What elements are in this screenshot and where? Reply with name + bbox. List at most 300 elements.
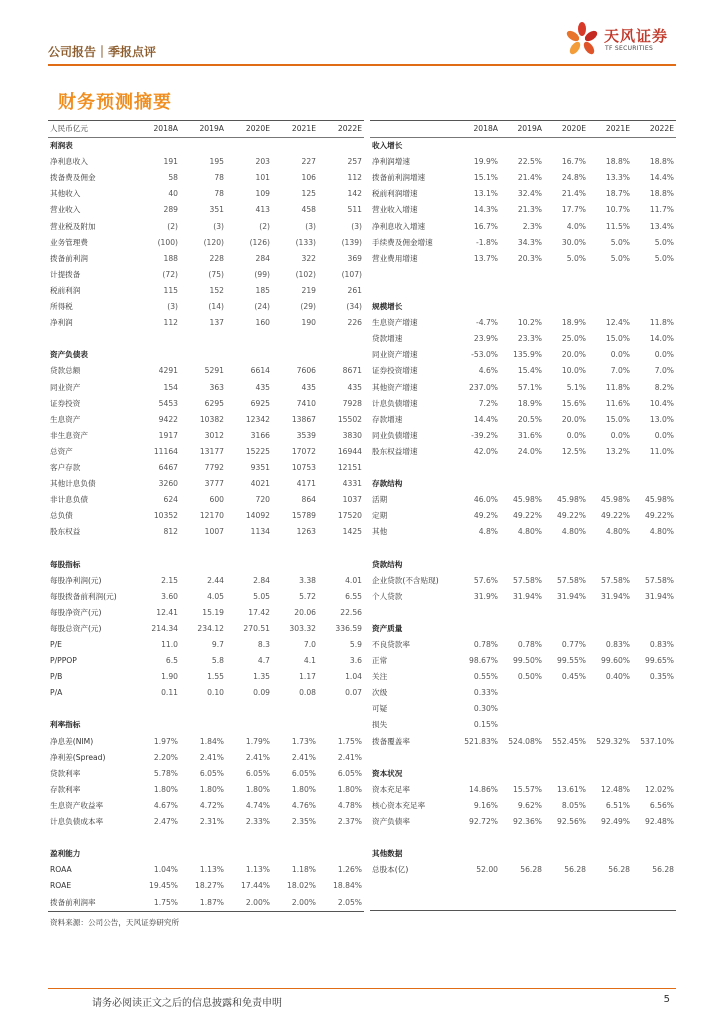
cell-value (134, 846, 180, 862)
row-label (370, 878, 456, 894)
cell-value: 1917 (158, 430, 178, 440)
cell-value: 46.0% (473, 495, 498, 505)
table-row (370, 605, 676, 621)
row-label: 拨备覆盖率 (372, 736, 410, 746)
cell-value: 115 (163, 285, 178, 295)
cell-value: 15.0% (605, 414, 630, 424)
cell-value (500, 138, 544, 155)
table-row (370, 508, 676, 524)
cell-value: 720 (255, 495, 270, 505)
cell-value: 15.19 (202, 607, 224, 617)
cell-value (588, 846, 632, 862)
row-label: 总股本(亿) (372, 865, 409, 875)
cell-value: 0.0% (654, 430, 674, 440)
cell-value: 6.05% (245, 768, 270, 778)
cell-value: 195 (209, 157, 224, 167)
header-year: 2020E (561, 124, 586, 133)
table-row (48, 717, 364, 733)
table-row (370, 895, 676, 911)
cell-value: 8.3 (257, 640, 270, 649)
cell-value (632, 299, 676, 315)
cell-value: 24.0% (517, 446, 542, 456)
row-label (370, 750, 456, 766)
cell-value (500, 621, 544, 637)
row-label: 活期 (372, 495, 388, 505)
cell-value (500, 605, 544, 621)
cell-value: (3) (305, 221, 316, 231)
cell-value: 31.94% (513, 591, 542, 601)
cell-value: 6.51% (605, 800, 630, 810)
cell-value: 30.0% (561, 237, 586, 247)
cell-value: 0.45% (561, 672, 586, 682)
cell-value (456, 283, 500, 299)
cell-value: 18.02% (287, 881, 316, 891)
cell-value: 10.2% (517, 318, 542, 328)
cell-value (632, 750, 676, 766)
cell-value: 237.0% (469, 382, 498, 392)
section-heading: 利率指标 (50, 720, 81, 730)
section-heading: 规模增长 (372, 302, 403, 312)
table-row (370, 573, 676, 589)
row-label: 资本充足率 (372, 784, 410, 794)
cell-value: 5.72 (299, 591, 316, 601)
cell-value: 219 (301, 285, 316, 295)
cell-value: 227 (301, 157, 316, 167)
cell-value: 5.1% (566, 382, 586, 392)
cell-value: 0.30% (473, 704, 498, 714)
cell-value: 4.80% (517, 527, 542, 537)
cell-value: 2.47% (153, 817, 178, 827)
cell-value: 1.04% (153, 865, 178, 875)
cell-value (500, 540, 544, 556)
cell-value (318, 331, 364, 347)
row-label: 关注 (372, 672, 388, 682)
cell-value: 45.98% (601, 495, 630, 505)
cell-value (226, 830, 272, 846)
header-unit-label: 人民币亿元 (50, 124, 88, 133)
cell-value (500, 846, 544, 862)
cell-value (456, 846, 500, 862)
cell-value: (100) (157, 237, 178, 247)
cell-value: 17072 (291, 446, 316, 456)
table-row (48, 428, 364, 444)
cell-value: 32.4% (517, 189, 542, 199)
table-row (48, 846, 364, 862)
cell-value (456, 878, 500, 894)
row-label: 其他计息负债 (50, 479, 96, 489)
cell-value: 1007 (204, 527, 224, 537)
cell-value: 99.65% (645, 656, 674, 666)
table-row (370, 701, 676, 717)
row-label: 同业负债增速 (372, 430, 418, 440)
row-label: 次级 (372, 688, 388, 698)
cell-value: 154 (163, 382, 178, 392)
cell-value: 142 (347, 189, 362, 199)
row-label: 股东权益 (50, 527, 81, 537)
cell-value: (3) (213, 221, 224, 231)
cell-value (544, 460, 588, 476)
cell-value: 4.80% (561, 527, 586, 537)
cell-value (456, 138, 500, 155)
cell-value: 52.00 (476, 865, 498, 875)
row-label: 股东权益增速 (372, 446, 418, 456)
cell-value: 9.7 (211, 640, 224, 649)
cell-value: 7606 (296, 366, 316, 376)
cell-value (588, 557, 632, 573)
cell-value: 1.13% (199, 865, 224, 875)
cell-value (544, 557, 588, 573)
header-year: 2019A (517, 124, 542, 133)
cell-value: 1.13% (245, 865, 270, 875)
table-row (370, 138, 676, 155)
header-year: 2022E (649, 124, 674, 133)
right-financial-table (370, 120, 676, 911)
cell-value: 13.4% (649, 221, 674, 231)
table-row (48, 154, 364, 170)
section-heading: 资产负债表 (50, 350, 88, 360)
disclaimer-text: 请务必阅读正文之后的信息披露和免责申明 (92, 998, 282, 1009)
row-label: 其他收入 (50, 189, 81, 199)
cell-value: (3) (351, 221, 362, 231)
section-heading: 利润表 (50, 141, 73, 151)
cell-value (632, 766, 676, 782)
table-row (48, 605, 364, 621)
cell-value: 9422 (158, 414, 178, 424)
cell-value: (120) (203, 237, 224, 247)
section-heading: 盈利能力 (50, 849, 81, 859)
cell-value: 0.50% (517, 672, 542, 682)
cell-value: 5.0% (610, 253, 630, 263)
cell-value: 2.44 (207, 575, 224, 585)
table-row (370, 154, 676, 170)
row-label: 计息负债成本率 (50, 817, 104, 827)
table-row (370, 862, 676, 878)
cell-value (632, 878, 676, 894)
cell-value: 3260 (158, 479, 178, 489)
cell-value: 2.33% (245, 817, 270, 827)
table-row (48, 573, 364, 589)
cell-value: 1.79% (245, 736, 270, 746)
cell-value (544, 895, 588, 911)
cell-value (226, 717, 272, 733)
cell-value: 9.62% (517, 800, 542, 810)
cell-value: (24) (254, 302, 270, 312)
cell-value: 0.78% (473, 640, 498, 649)
report-type: 公司报告｜季报点评 (48, 45, 157, 59)
cell-value (180, 331, 226, 347)
cell-value (544, 846, 588, 862)
row-label: 拨备前利润增速 (372, 173, 426, 183)
cell-value: 1134 (250, 527, 270, 537)
row-label: 核心资本充足率 (372, 800, 426, 810)
row-label: 计息负债增速 (372, 398, 418, 408)
cell-value: 12342 (245, 414, 270, 424)
table-row (370, 621, 676, 637)
section-heading: 其他数据 (372, 849, 403, 859)
cell-value: 435 (255, 382, 270, 392)
cell-value: 16.7% (473, 221, 498, 231)
report-header (48, 27, 676, 64)
table-row (48, 637, 364, 653)
cell-value (272, 540, 318, 556)
cell-value: 7.0% (610, 366, 630, 376)
cell-value: 7928 (342, 398, 362, 408)
cell-value: 1037 (342, 495, 362, 505)
cell-value: 49.22% (513, 511, 542, 521)
table-header-row (370, 121, 676, 138)
cell-value (500, 267, 544, 283)
cell-value: 15789 (291, 511, 316, 521)
row-label: ROAE (50, 881, 72, 891)
cell-value (632, 460, 676, 476)
table-row (48, 508, 364, 524)
cell-value: 435 (347, 382, 362, 392)
cell-value: 5453 (158, 398, 178, 408)
row-label: 税前利润 (50, 285, 81, 295)
cell-value: 0.10 (207, 688, 224, 698)
cell-value: 1.80% (199, 784, 224, 794)
cell-value (544, 605, 588, 621)
table-row (48, 524, 364, 540)
cell-value (134, 347, 180, 363)
table-row (48, 701, 364, 717)
cell-value: 0.83% (605, 640, 630, 649)
cell-value: 16944 (337, 446, 362, 456)
row-label: 其他 (372, 527, 388, 537)
cell-value: 363 (209, 382, 224, 392)
cell-value (632, 717, 676, 733)
cell-value: 10753 (291, 462, 316, 472)
table-row (370, 846, 676, 862)
row-label: 存款利率 (50, 784, 81, 794)
cell-value: 31.94% (557, 591, 586, 601)
cell-value: 11.5% (605, 221, 630, 231)
cell-value: 9.16% (473, 800, 498, 810)
cell-value: 4.0% (566, 221, 586, 231)
cell-value: 5.9 (349, 640, 362, 649)
cell-value (588, 283, 632, 299)
cell-value (456, 895, 500, 911)
cell-value: 2.37% (337, 817, 362, 827)
cell-value: 13.3% (605, 173, 630, 183)
cell-value: 14092 (245, 511, 270, 521)
cell-value: 0.77% (561, 640, 586, 649)
header-year: 2018A (473, 124, 498, 133)
cell-value: 18.84% (333, 881, 362, 891)
cell-value: 15225 (245, 446, 270, 456)
cell-value: 185 (255, 285, 270, 295)
cell-value (544, 766, 588, 782)
cell-value (500, 283, 544, 299)
cell-value: 56.28 (520, 865, 542, 875)
table-row (370, 766, 676, 782)
cell-value (456, 299, 500, 315)
cell-value (180, 540, 226, 556)
cell-value: 5.0% (566, 253, 586, 263)
cell-value: 18.8% (649, 189, 674, 199)
row-label: 计提拨备 (50, 269, 81, 279)
cell-value (544, 267, 588, 283)
cell-value: 12.41 (156, 607, 178, 617)
cell-value: 31.6% (517, 430, 542, 440)
cell-value: 435 (301, 382, 316, 392)
table-row (370, 170, 676, 186)
cell-value (632, 621, 676, 637)
cell-value: 58 (168, 173, 178, 183)
cell-value: (34) (346, 302, 362, 312)
cell-value (500, 299, 544, 315)
row-label (370, 895, 456, 911)
cell-value (544, 476, 588, 492)
row-label: 净利润 (50, 318, 73, 328)
cell-value: 160 (255, 318, 270, 328)
header-year: 2020E (245, 124, 270, 133)
table-row (370, 653, 676, 669)
table-row (370, 878, 676, 894)
cell-value: 0.0% (566, 430, 586, 440)
cell-value (544, 685, 588, 701)
table-row (370, 557, 676, 573)
cell-value (180, 717, 226, 733)
header-year: 2019A (199, 124, 224, 133)
cell-value: 1.80% (291, 784, 316, 794)
cell-value: 15.6% (561, 398, 586, 408)
cell-value: 5.0% (654, 253, 674, 263)
cell-value: 1263 (296, 527, 316, 537)
cell-value: (107) (341, 269, 362, 279)
cell-value: 99.60% (601, 656, 630, 666)
row-label: 总资产 (50, 446, 73, 456)
row-label: 生息资产 (50, 414, 81, 424)
cell-value: 5.0% (610, 237, 630, 247)
cell-value: 336.59 (335, 623, 362, 633)
cell-value: 2.84 (253, 575, 270, 585)
cell-value (456, 476, 500, 492)
cell-value: (99) (254, 269, 270, 279)
cell-value (500, 460, 544, 476)
cell-value (180, 557, 226, 573)
cell-value: 11.8% (649, 318, 674, 328)
cell-value: 2.05% (337, 897, 362, 907)
cell-value (588, 701, 632, 717)
cell-value (456, 557, 500, 573)
cell-value: 21.4% (561, 189, 586, 199)
cell-value: 15502 (337, 414, 362, 424)
cell-value: 6.05% (337, 768, 362, 778)
cell-value (180, 701, 226, 717)
row-label: 客户存款 (50, 462, 81, 472)
cell-value: 0.40% (605, 672, 630, 682)
row-label: 资产负债率 (372, 817, 410, 827)
cell-value: 1.84% (199, 736, 224, 746)
table-row (48, 251, 364, 267)
cell-value: 1425 (342, 527, 362, 537)
cell-value: (75) (208, 269, 224, 279)
cell-value (134, 540, 180, 556)
cell-value (226, 138, 272, 155)
cell-value: 23.9% (473, 334, 498, 344)
cell-value: 3.38 (299, 575, 316, 585)
cell-value: 13.7% (473, 253, 498, 263)
cell-value: 7.0 (303, 640, 316, 649)
cell-value (456, 766, 500, 782)
row-label: 同业资产 (50, 382, 81, 392)
cell-value: 261 (347, 285, 362, 295)
cell-value: 13.2% (605, 446, 630, 456)
cell-value: (102) (295, 269, 316, 279)
cell-value (632, 701, 676, 717)
cell-value (632, 476, 676, 492)
cell-value: 4.8% (478, 527, 498, 537)
cell-value (134, 331, 180, 347)
cell-value: 1.17 (299, 672, 316, 682)
cell-value (544, 717, 588, 733)
cell-value: 1.80% (337, 784, 362, 794)
table-row (48, 283, 364, 299)
cell-value: 42.0% (473, 446, 498, 456)
cell-value: 106 (301, 173, 316, 183)
cell-value (226, 347, 272, 363)
table-row (48, 589, 364, 605)
cell-value (226, 540, 272, 556)
cell-value: 0.11 (161, 688, 178, 698)
cell-value: 21.4% (517, 173, 542, 183)
cell-value: 19.9% (473, 157, 498, 167)
header-year: 2021E (291, 124, 316, 133)
row-label: 净息差(NIM) (50, 736, 94, 746)
cell-value: 6467 (158, 462, 178, 472)
cell-value: 2.00% (245, 897, 270, 907)
cell-value: 13.61% (557, 784, 586, 794)
row-label: 其他资产增速 (372, 382, 418, 392)
cell-value: 191 (163, 157, 178, 167)
cell-value: 45.98% (557, 495, 586, 505)
row-label: 每股总资产(元) (50, 623, 102, 633)
cell-value: 4.05 (207, 591, 224, 601)
cell-value: 12.02% (645, 784, 674, 794)
cell-value (272, 138, 318, 155)
cell-value: 369 (347, 253, 362, 263)
cell-value (544, 701, 588, 717)
row-label: 证券投资 (50, 398, 81, 408)
row-label: 定期 (372, 511, 388, 521)
cell-value (588, 750, 632, 766)
cell-value: 14.86% (469, 784, 498, 794)
cell-value (500, 895, 544, 911)
cell-value: 1.26% (337, 865, 362, 875)
table-row (48, 653, 364, 669)
cell-value (500, 750, 544, 766)
cell-value (632, 605, 676, 621)
row-label: 企业贷款(不含贴现) (372, 575, 439, 585)
cell-value (588, 267, 632, 283)
table-row (48, 235, 364, 251)
cell-value: 92.72% (469, 817, 498, 827)
cell-value: 0.35% (649, 672, 674, 682)
cell-value: 6.05% (291, 768, 316, 778)
table-row (370, 685, 676, 701)
cell-value: 13177 (199, 446, 224, 456)
cell-value: 257 (347, 157, 362, 167)
row-label: 拨备前利润 (50, 253, 88, 263)
row-label: 贷款总额 (50, 366, 81, 376)
cell-value: 2.00% (291, 897, 316, 907)
cell-value (272, 701, 318, 717)
cell-value: 17.42 (248, 607, 270, 617)
cell-value: 190 (301, 318, 316, 328)
row-label: 净利息收入增速 (372, 221, 426, 231)
table-row (48, 267, 364, 283)
